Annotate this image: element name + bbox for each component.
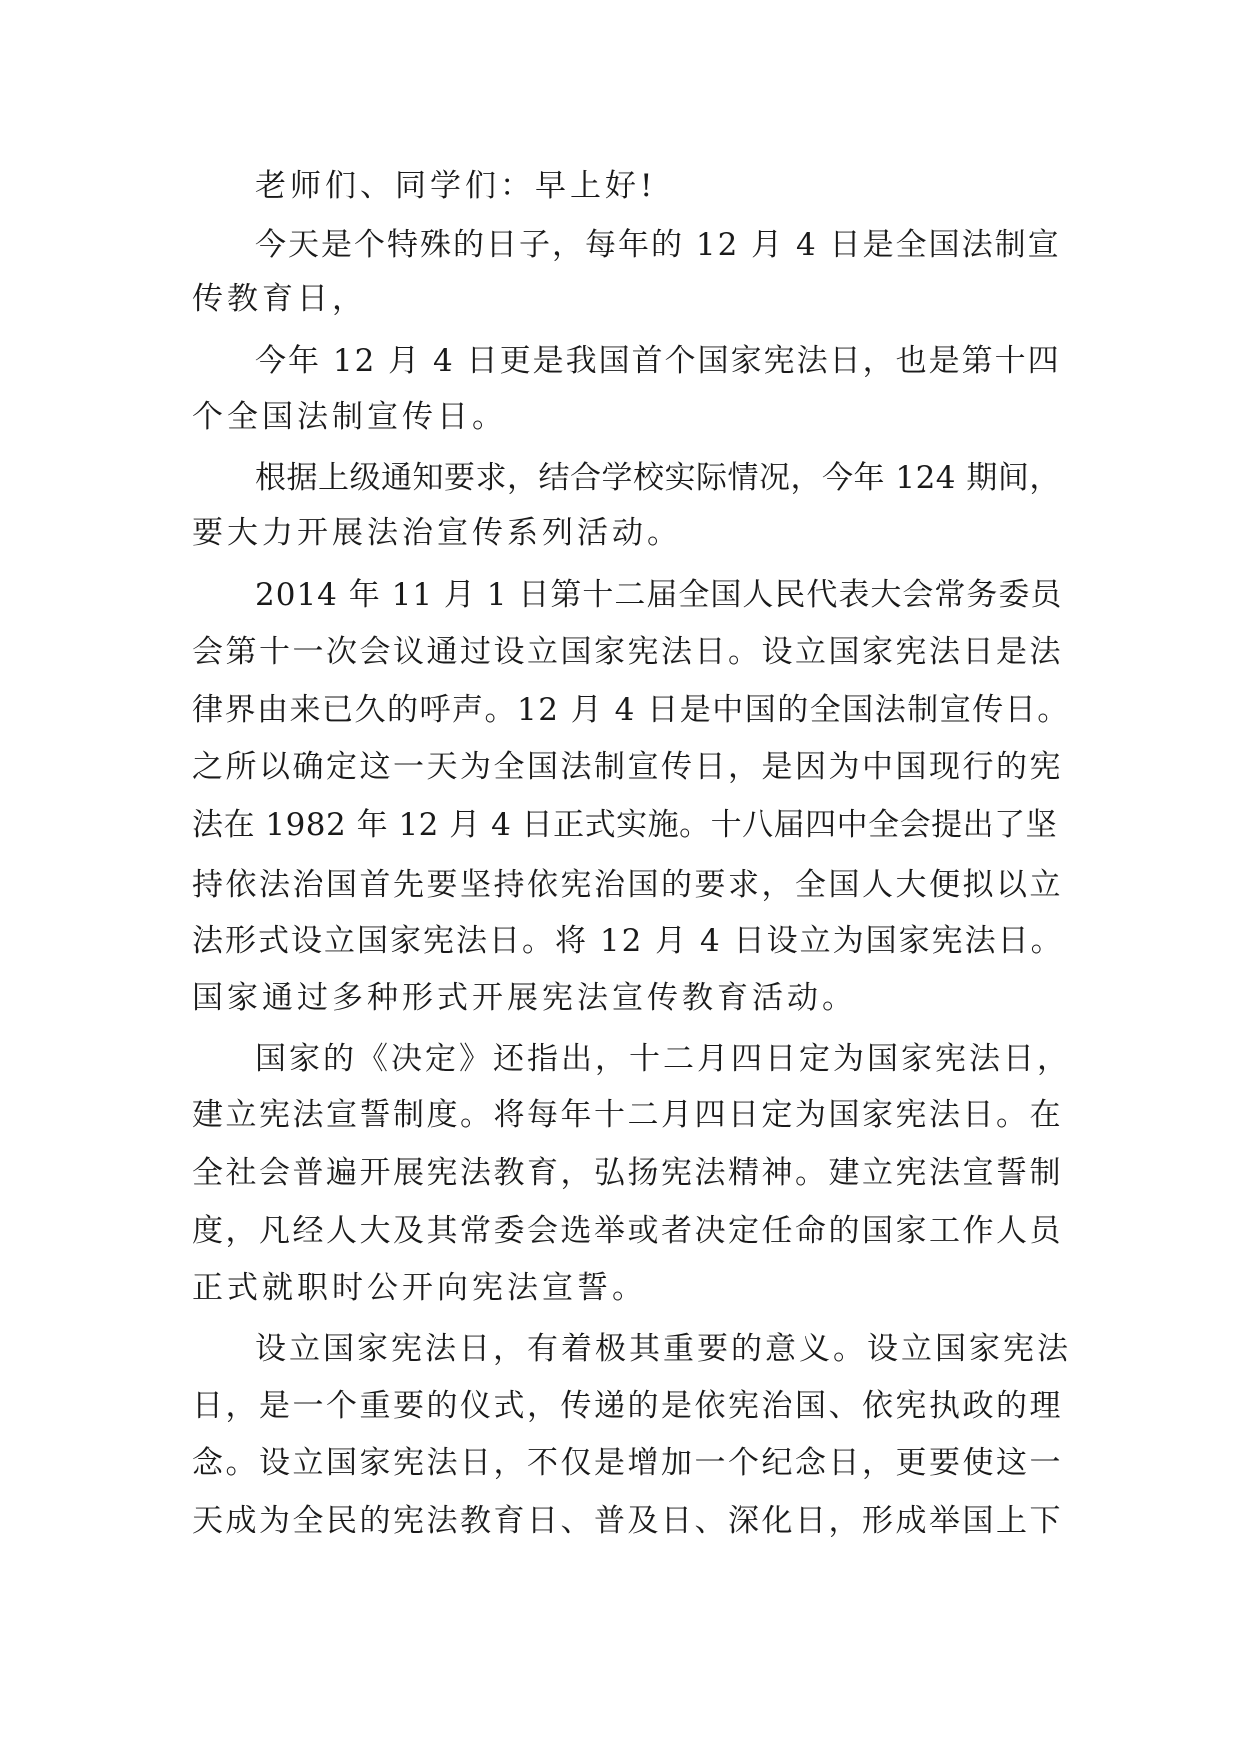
text-line: 建立宪法宣誓制度。将每年十二月四日定为国家宪法日。在: [192, 1097, 1063, 1133]
text-line: 念。设立国家宪法日，不仅是增加一个纪念日，更要使这一: [192, 1445, 1063, 1481]
text-line: 国家的《决定》还指出，十二月四日定为国家宪法日，: [255, 1041, 1071, 1077]
text-line: 会第十一次会议通过设立国家宪法日。设立国家宪法日是法: [192, 634, 1063, 670]
text-line: 律界由来已久的呼声。12 月 4 日是中国的全国法制宣传日。: [192, 692, 1070, 728]
text-line: 日，是一个重要的仪式，传递的是依宪治国、依宪执政的理: [192, 1388, 1063, 1424]
text-line: 老师们、同学们：早上好!: [255, 168, 657, 204]
text-line: 国家通过多种形式开展宪法宣传教育活动。: [192, 980, 857, 1016]
text-line: 要大力开展法治宣传系列活动。: [192, 515, 682, 551]
text-line: 今天是个特殊的日子，每年的 12 月 4 日是全国法制宣: [255, 227, 1061, 263]
text-line: 全社会普遍开展宪法教育，弘扬宪法精神。建立宪法宣誓制: [192, 1155, 1063, 1191]
text-line: 度，凡经人大及其常委会选举或者决定任命的国家工作人员: [192, 1213, 1063, 1249]
text-line: 正式就职时公开向宪法宣誓。: [192, 1270, 647, 1306]
text-line: 法形式设立国家宪法日。将 12 月 4 日设立为国家宪法日。: [192, 923, 1064, 959]
text-line: 个全国法制宣传日。: [192, 399, 507, 435]
text-line: 天成为全民的宪法教育日、普及日、深化日，形成举国上下: [192, 1503, 1063, 1539]
text-line: 2014 年 11 月 1 日第十二届全国人民代表大会常务委员: [255, 577, 1063, 613]
text-line: 法在 1982 年 12 月 4 日正式实施。十八届四中全会提出了坚: [192, 807, 1058, 843]
text-line: 今年 12 月 4 日更是我国首个国家宪法日，也是第十四: [255, 343, 1061, 379]
text-line: 之所以确定这一天为全国法制宣传日，是因为中国现行的宪: [192, 749, 1063, 785]
text-line: 持依法治国首先要坚持依宪治国的要求，全国人大便拟以立: [192, 867, 1063, 903]
text-line: 根据上级通知要求，结合学校实际情况，今年 124 期间，: [255, 460, 1061, 496]
text-line: 传教育日，: [192, 281, 367, 317]
text-line: 设立国家宪法日，有着极其重要的意义。设立国家宪法: [255, 1331, 1071, 1367]
